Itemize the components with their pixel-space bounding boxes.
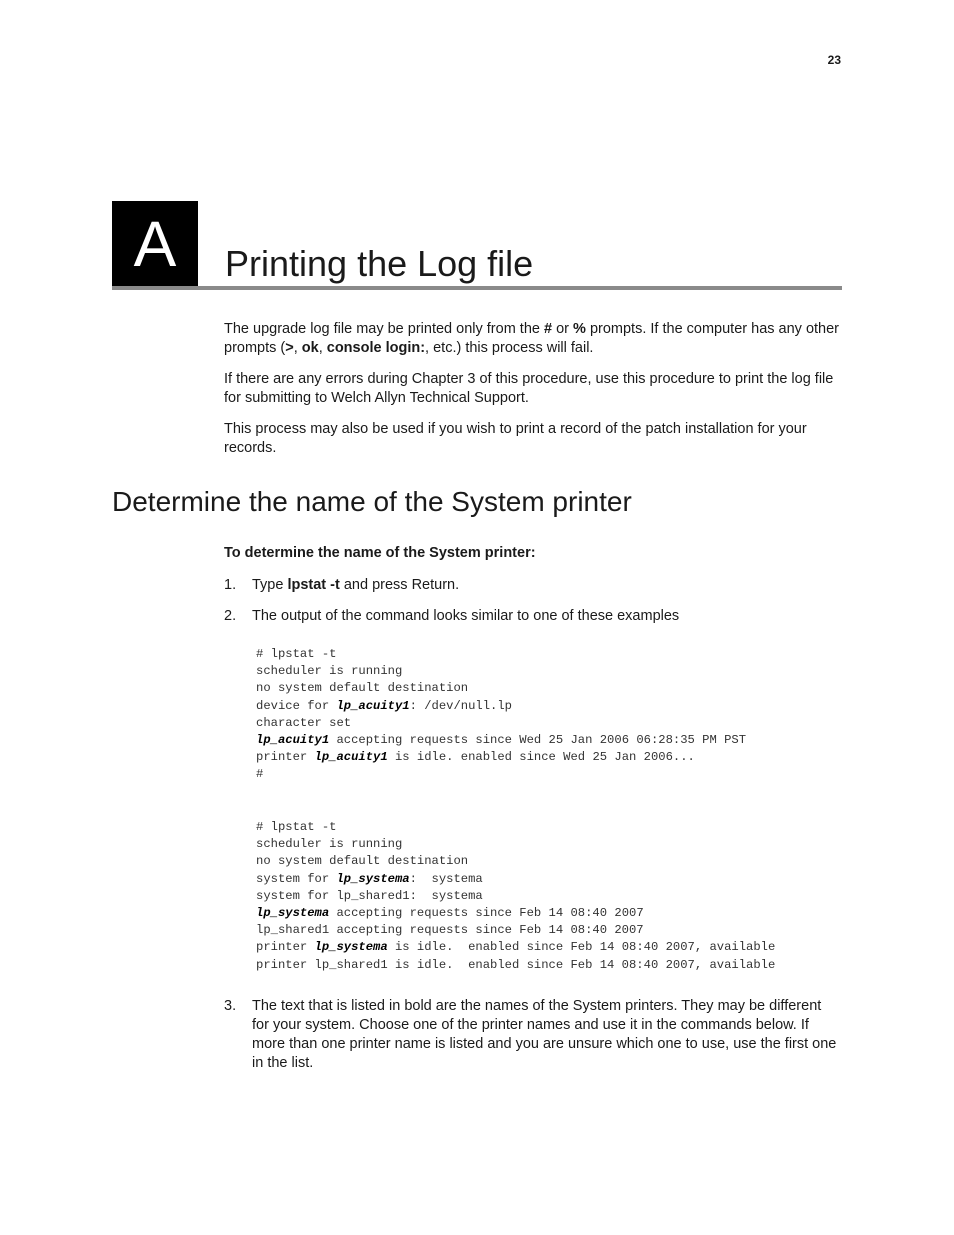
chapter-letter-box: A xyxy=(112,201,198,287)
procedure-title: To determine the name of the System printer: xyxy=(224,545,536,561)
chapter-title-rule xyxy=(112,286,842,290)
step-text: The text that is listed in bold are the names of the System printers. They may be different for your system. Choose one of the printer names and use it in the commands below. If more than one printer name is listed and you are unsure which one to use, use the first one in the list. xyxy=(252,998,837,1071)
intro-paragraph-2: If there are any errors during Chapter 3 of this procedure, use this procedure to print the log file for submitting to Welch Allyn Technical Support. xyxy=(224,371,834,406)
intro-paragraph-1: The upgrade log file may be printed only from the # or % prompts. If the computer has any other prompts (>, ok, console login:, etc.) this process will fail. xyxy=(224,321,839,356)
step-text: Type lpstat -t and press Return. xyxy=(252,577,460,593)
intro-paragraph-3: This process may also be used if you wish to print a record of the patch installation for your records. xyxy=(224,421,807,456)
page-number: 23 xyxy=(827,53,841,67)
code-example-1: # lpstat -t scheduler is running no system default destination device for lp_acuity1: /dev/null.lp character set lp_acuity1 accepting requests since Wed 25 Jan 2006 06:28:35 PM PST printer lp_acuity1 is idle. enabled since Wed 25 Jan 2006... # xyxy=(256,647,747,782)
step-number: 3. xyxy=(224,998,237,1014)
chapter-title: Printing the Log file xyxy=(225,243,534,284)
step-text: The output of the command looks similar to one of these examples xyxy=(252,608,680,624)
step-number: 2. xyxy=(224,608,237,624)
step-number: 1. xyxy=(224,577,237,593)
section-title: Determine the name of the System printer xyxy=(112,486,632,517)
code-example-2: # lpstat -t scheduler is running no system default destination system for lp_systema: systema system for lp_shared1: systema lp_systema accepting requests since Feb 14 08:40 2007 lp_shared1 accepting requests since Feb 14 08:40 2007 printer lp_systema is idle. enabled since Feb 14 08:40 2007, available printer lp_shared1 is idle. enabled since Feb 14 08:40 2007, available xyxy=(256,820,776,972)
